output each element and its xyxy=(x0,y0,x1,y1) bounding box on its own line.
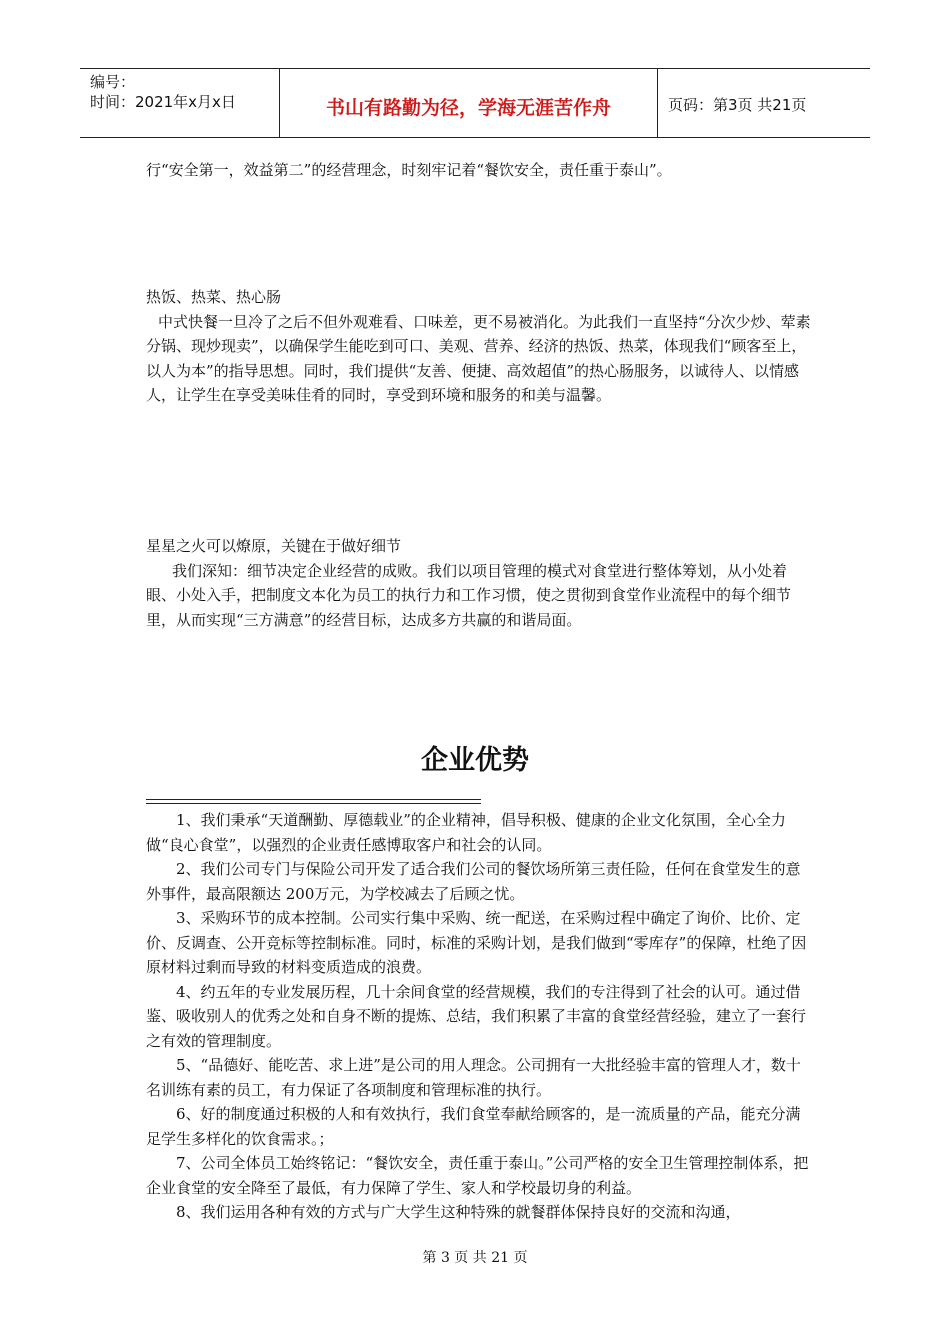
section-hot xyxy=(146,285,811,408)
advantage-item: 3、采购环节的成本控制。公司实行集中采购、统一配送，在采购过程中确定了询价、比价、定价、反调查、公开竞标等控制标准。同时，标准的采购计划，是我们做到“零库存”的保障，杜绝了因原材料过剩而导致的材料变质造成的浪费。 xyxy=(146,909,807,976)
advantage-item: 2、我们公司专门与保险公司开发了适合我们公司的餐饮场所第三责任险，任何在食堂发生的意外事件，最高限额达 200万元，为学校减去了后顾之忧。 xyxy=(146,860,801,903)
section-detail-heading: 星星之火可以燎原，关键在于做好细节 xyxy=(146,537,402,555)
section-hot-body: 中式快餐一旦冷了之后不但外观难看、口味差，更不易被消化。为此我们一直坚持“分次少炒、荤素分锅、现炒现卖”，以确保学生能吃到可口、美观、营养、经济的热饭、热菜，体现我们“顾客至上，以人为本”的指导思想。同时，我们提供“友善、便捷、高效超值”的热心肠服务，以诚待人、以情感人，让学生在享受美味佳肴的同时，享受到环境和服务的和美与温馨。 xyxy=(146,312,811,404)
header-motto: 书山有路勤为径，学海无涯苦作舟 xyxy=(280,69,658,137)
section-hot-heading: 热饭、热菜、热心肠 xyxy=(146,288,282,306)
section-detail-body: 我们深知：细节决定企业经营的成败。我们以项目管理的模式对食堂进行整体筹划，从小处着眼、小处入手，把制度文本化为员工的执行力和工作习惯，使之贯彻到食堂作业流程中的每个细节里，从而实现“三方满意”的经营目标，达成多方共赢的和谐局面。 xyxy=(146,561,792,629)
advantages-title: 企业优势 xyxy=(421,745,529,776)
divider xyxy=(146,803,481,804)
header-page-label: 页码：第3页 共21页 xyxy=(668,95,807,114)
advantage-item: 4、约五年的专业发展历程，几十余间食堂的经营规模，我们的专注得到了社会的认可。通过借鉴、吸收别人的优秀之处和自身不断的提炼、总结，我们积累了丰富的食堂经营经验，建立了一套行之有效的管理制度。 xyxy=(146,982,807,1050)
advantage-item: 6、好的制度通过积极的人和有效执行，我们食堂奉献给顾客的，是一流质量的产品，能充分满足学生多样化的饮食需求。； xyxy=(146,1105,801,1148)
advantage-item: 8、我们运用各种有效的方式与广大学生这种特殊的就餐群体保持良好的交流和沟通， xyxy=(176,1203,741,1221)
number-label: 编号： xyxy=(90,73,136,91)
header-meta xyxy=(80,69,280,137)
advantages-list xyxy=(146,808,811,1225)
divider xyxy=(146,799,481,800)
section-detail xyxy=(146,534,811,632)
intro-line: 行“安全第一，效益第二”的经营理念，时刻牢记着“餐饮安全，责任重于泰山”。 xyxy=(146,161,672,179)
advantage-item: 1、我们秉承“天道酬勤、厚德载业”的企业精神，倡导积极、健康的企业文化氛围，全心全力做“良心食堂”，以强烈的企业责任感博取客户和社会的认同。 xyxy=(146,811,786,854)
advantage-item: 7、公司全体员工始终铭记：“餐饮安全，责任重于泰山。”公司严格的安全卫生管理控制体系，把企业食堂的安全降至了最低，有力保障了学生、家人和学校最切身的利益。 xyxy=(146,1154,809,1197)
advantage-item: 5、“品德好、能吃苦、求上进”是公司的用人理念。公司拥有一大批经验丰富的管理人才，数十名训练有素的员工，有力保证了各项制度和管理标准的执行。 xyxy=(146,1056,801,1099)
page-footer: 第 3 页 共 21 页 xyxy=(422,1250,528,1266)
page-header xyxy=(80,68,870,138)
date-label: 时间：2021年x月x日 xyxy=(90,93,236,111)
